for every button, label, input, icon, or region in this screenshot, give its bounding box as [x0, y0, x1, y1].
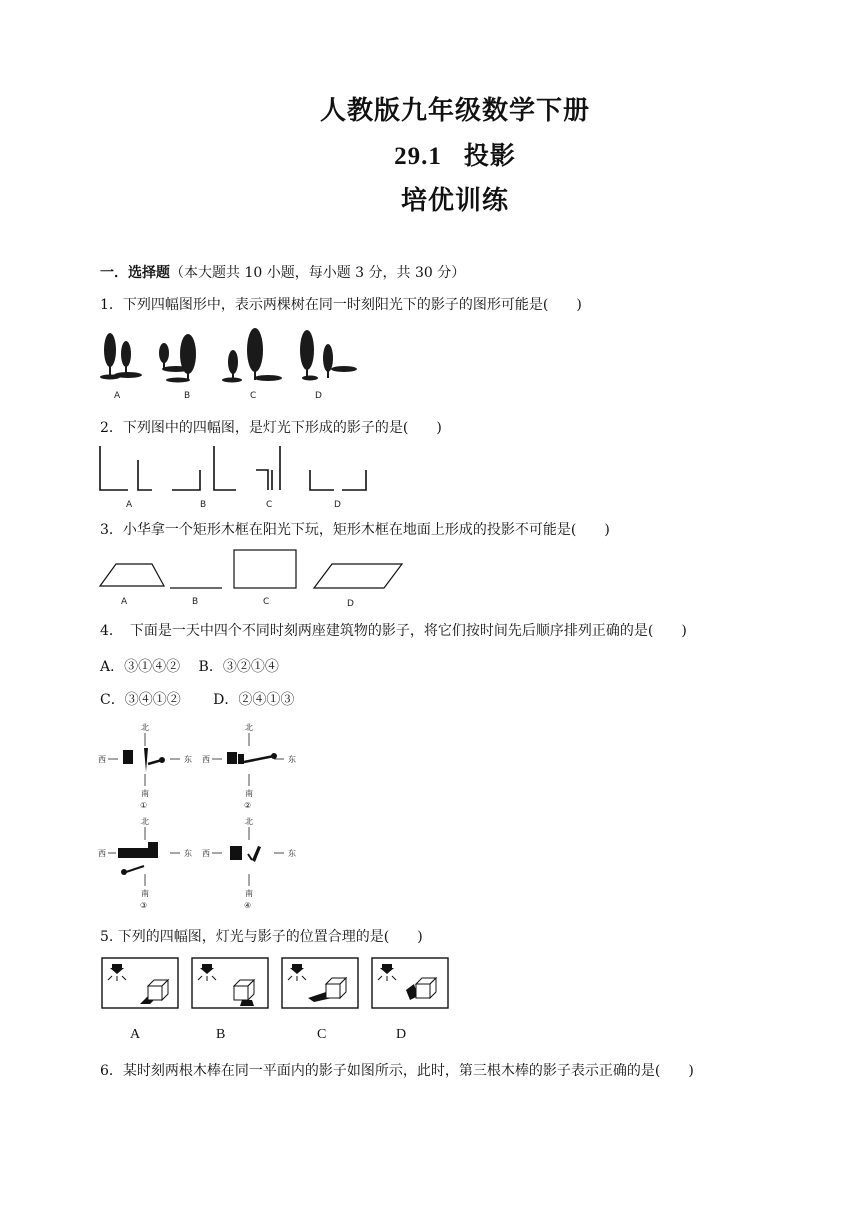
question-4-compass-figure — [96, 716, 306, 912]
svg-text:南: 南 — [245, 889, 253, 898]
q2-option-d: D — [334, 500, 341, 510]
question-4-choices-cd: C．③④①② D．②④①③ — [100, 692, 295, 708]
svg-text:北: 北 — [245, 817, 253, 826]
question-4-text: 4． 下面是一天中四个不同时刻两座建筑物的影子，将它们按时间先后顺序排列正确的是( ) — [100, 623, 687, 639]
svg-text:西: 西 — [98, 755, 106, 764]
question-3-text: 3．小华拿一个矩形木框在阳光下玩，矩形木框在地面上形成的投影不可能是( ) — [100, 522, 610, 538]
question-3-projections-figure — [96, 546, 408, 610]
svg-text:西: 西 — [98, 849, 106, 858]
q5-option-b: B — [216, 1027, 226, 1042]
svg-text:北: 北 — [141, 723, 149, 732]
q3-option-c: C — [263, 597, 270, 607]
section-number: 29.1 — [394, 143, 442, 170]
document-subtitle: 培优训练 — [400, 186, 509, 216]
section-heading-note: （本大题共 10 小题，每小题 3 分，共 30 分） — [170, 265, 466, 281]
svg-text:东: 东 — [184, 755, 192, 764]
question-2-text: 2．下列图中的四幅图，是灯光下形成的影子的是( ) — [100, 420, 442, 436]
q3-option-d: D — [347, 599, 354, 609]
section-name: 投影 — [463, 141, 516, 170]
svg-text:南: 南 — [141, 889, 149, 898]
svg-text:②: ② — [244, 801, 252, 810]
q1-option-b: B — [184, 391, 191, 401]
q2-option-c: C — [266, 500, 273, 510]
question-6-text: 6．某时刻两根木棒在同一平面内的影子如图所示，此时，第三根木棒的影子表示正确的是( ) — [100, 1063, 694, 1079]
svg-text:③: ③ — [140, 901, 148, 910]
svg-text:南: 南 — [141, 789, 149, 798]
q1-option-d: D — [315, 391, 322, 401]
svg-text:东: 东 — [288, 849, 296, 858]
svg-text:西: 西 — [202, 755, 210, 764]
q1-option-a: A — [114, 391, 121, 401]
question-1-trees-figure — [100, 328, 370, 404]
q5-option-c: C — [317, 1027, 327, 1042]
svg-text:南: 南 — [245, 789, 253, 798]
q1-option-c: C — [250, 391, 257, 401]
question-5-lamps-figure — [100, 956, 450, 1012]
q5-option-d: D — [396, 1027, 407, 1042]
q4-panel-2 — [202, 722, 296, 810]
svg-text:①: ① — [140, 801, 148, 810]
q2-option-b: B — [200, 500, 207, 510]
section-heading — [100, 262, 465, 282]
svg-text:北: 北 — [245, 723, 253, 732]
svg-text:④: ④ — [244, 901, 252, 910]
question-4-choices-ab: A．③①④② B．③②①④ — [100, 659, 279, 675]
q3-option-a: A — [121, 597, 128, 607]
q2-option-a: A — [126, 500, 133, 510]
question-5-text: 5. 下列的四幅图，灯光与影子的位置合理的是( ) — [100, 929, 423, 945]
q4-panel-1 — [98, 722, 192, 810]
document-title: 人教版九年级数学下册 — [319, 96, 590, 126]
svg-text:东: 东 — [288, 755, 296, 764]
question-1-text: 1．下列四幅图形中，表示两棵树在同一时刻阳光下的影子的图形可能是( ) — [100, 297, 582, 313]
section-title — [0, 136, 860, 172]
q4-panel-3 — [98, 816, 192, 910]
svg-text:西: 西 — [202, 849, 210, 858]
q5-option-a: A — [130, 1027, 141, 1042]
section-heading-label: 一．选择题 — [100, 265, 170, 281]
q4-panel-4 — [202, 816, 296, 910]
question-2-walls-figure — [96, 440, 376, 512]
svg-text:东: 东 — [184, 849, 192, 858]
q3-option-b: B — [192, 597, 199, 607]
svg-text:北: 北 — [141, 817, 149, 826]
